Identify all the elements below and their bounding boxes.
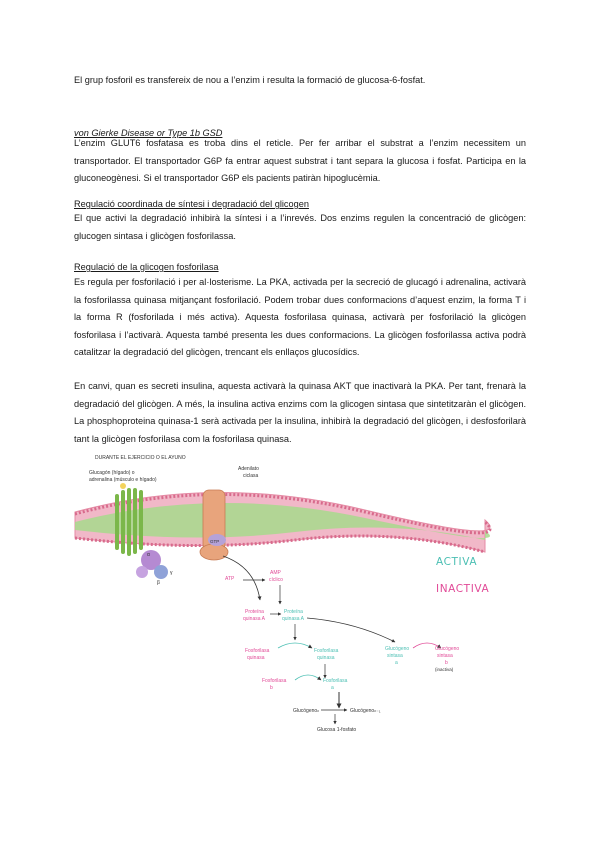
gs-b-label-4: (inactiva) bbox=[435, 667, 454, 672]
phk-b-label-2: quinasa bbox=[247, 655, 265, 661]
intro-paragraph: El grup fosforil es transfereix de nou a l’enzim i resulta la formació de glucosa-6-fosfat. bbox=[74, 75, 426, 85]
php-b-label-1: Fosforilasa bbox=[262, 678, 287, 684]
gs-b-label-2: sintasa bbox=[437, 653, 453, 659]
beta-label: β bbox=[157, 580, 160, 586]
camp-label-2: cíclico bbox=[269, 577, 283, 583]
gs-a-label-2: sintasa bbox=[387, 653, 403, 659]
phosphorylase-regulation-heading: Regulació de la glicogen fosforilasa bbox=[74, 262, 219, 272]
ligand-label-2: adrenalina (músculo e hígado) bbox=[89, 477, 157, 483]
insulin-paragraph: En canvi, quan es secreti insulina, aquesta activarà la quinasa AKT que inactivarà la PKA. Per tant, frenarà la degradació del glicògen. A més, la insulina activa enzims com la glicogen sintasa que sintetitzaràn el glicògen. La phosphoproteina quinasa-1 serà activada per la insulina, inhibirà la degradació del glicògen, i desfosforilarà tant la glicògen fosforilasa com la fosforilasa quinasa. bbox=[74, 381, 526, 444]
phk-a-label-2: quinasa bbox=[317, 655, 335, 661]
phk-a-label-1: Fosforilasa bbox=[314, 648, 339, 654]
coordination-paragraph: El que activi la degradació inhibirà la síntesi i a l’inrevés. Dos enzims regulen la concentració de glicògen: glucogen sintasa i glicògen fosforilassa. bbox=[74, 213, 526, 241]
adenylate-label-2: ciclasa bbox=[243, 473, 259, 479]
figure-header: DURANTE EL EJERCICIO O EL AYUNO bbox=[95, 455, 186, 461]
atp-label: ATP bbox=[225, 576, 235, 582]
phosphorylase-regulation-paragraph: Es regula per fosforilació i per al·losterisme. La PKA, activada per la secreció de glucagó i adrenalina, activarà la fosforilassa quinasa mitjançant fosforilació. Podem trobar dues conformacions d’aquest enzim, la forma T i la forma R (fosforilada i més activa). Aquesta fosforilasa quinasa, activarà per fosforilació la glicògen fosforilasa i l’activarà. Aquesta també presenta les dues conformacions. La glicògen fosforilassa activa podrà catalitzar la degradació del glicògen, trencant els enllaços glucosídics. bbox=[74, 277, 526, 357]
vongierke-heading: von Gierke Disease or Type 1b GSD bbox=[74, 128, 223, 138]
gs-a-label-3: a bbox=[395, 660, 398, 666]
pka-active-1: Proteína bbox=[284, 609, 303, 615]
pka-inactive-2: quinasa A bbox=[243, 616, 265, 622]
legend-inactive: INACTIVA bbox=[436, 583, 490, 595]
cell-membrane bbox=[75, 492, 490, 552]
adenylate-cyclase bbox=[200, 490, 228, 560]
gs-b-label-1: Glucógeno bbox=[435, 646, 460, 652]
glycogen-n-label: Glucógenoₙ bbox=[293, 708, 320, 714]
gamma-label: γ bbox=[170, 570, 173, 576]
coordination-heading: Regulació coordinada de síntesi i degradació del glicogen bbox=[74, 199, 309, 209]
adenylate-label-1: Adenilato bbox=[238, 466, 259, 472]
gs-b-label-3: b bbox=[445, 660, 448, 666]
hormone-ligand bbox=[120, 483, 126, 489]
camp-label-1: AMP bbox=[270, 570, 281, 576]
pka-active-2: quinasa A bbox=[282, 616, 304, 622]
phk-b-label-1: Fosforilasa bbox=[245, 648, 270, 654]
legend-active: ACTIVA bbox=[436, 556, 478, 568]
g-protein bbox=[136, 550, 173, 586]
php-b-label-2: b bbox=[270, 685, 273, 691]
g1p-label: Glucosa 1-fosfato bbox=[317, 727, 357, 733]
php-a-label-1: Fosforilasa bbox=[323, 678, 348, 684]
gtp-label: GTP bbox=[210, 539, 220, 544]
php-a-label-2: a bbox=[331, 685, 334, 691]
alpha-label: α bbox=[147, 552, 150, 558]
vongierke-paragraph: L’enzim GLUT6 fosfatasa es troba dins el reticle. Per fer arribar el substrat a l’enzim necessitem un transportador. El transportador G6P fa entrar aquest substrat i tant separa la glucosa i fosfat. Participa en la gluconeogènesi. Si el transportador G6P els pacients patiràn hipoglucèmia. bbox=[74, 138, 526, 183]
ligand-label-1: Glucagón (hígado) o bbox=[89, 470, 135, 476]
glycogen-n1-label: Glucógenoₙ₋₁ bbox=[350, 708, 381, 714]
pka-inactive-1: Proteína bbox=[245, 609, 264, 615]
gs-a-label-1: Glucógeno bbox=[385, 646, 410, 652]
